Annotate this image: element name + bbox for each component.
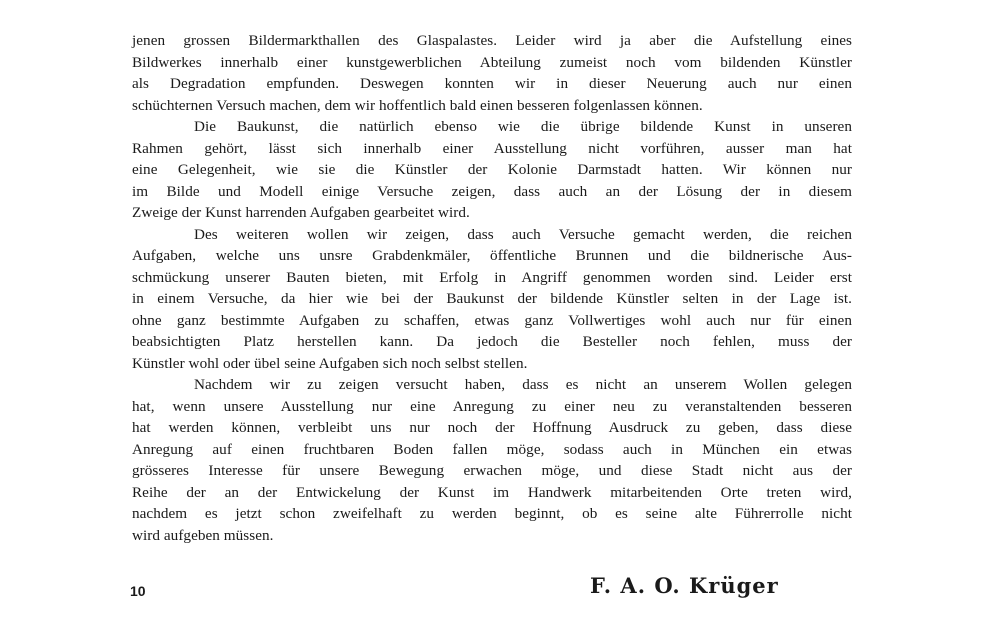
text-line: Bildwerkes innerhalb einer kunstgewerblichen Abteilung zumeist noch vom bildenden Künstler xyxy=(132,53,852,71)
text-line: als Degradation empfunden. Deswegen konnten wir in dieser Neuerung auch nur einen xyxy=(132,75,852,92)
text-line: Zweige der Kunst harrenden Aufgaben gearbeitet wird. xyxy=(132,204,470,221)
text-line: Die Baukunst, die natürlich ebenso wie die übrige bildende Kunst in unseren xyxy=(194,118,852,135)
author-signature: F. A. O. Krüger xyxy=(590,573,779,598)
text-line: in einem Versuche, da hier wie bei der Baukunst der bildende Künstler selten in der Lage ist. xyxy=(132,290,852,307)
text-line: hat werden können, verbleibt uns nur noch der Hoffnung Ausdruck zu geben, dass diese xyxy=(132,419,852,436)
body-text xyxy=(132,30,852,546)
text-line: schüchternen Versuch machen, dem wir hoffentlich bald einen besseren folgenlassen können. xyxy=(132,96,703,114)
page-number: 10 xyxy=(130,583,146,599)
text-line: hat, wenn unsere Ausstellung nur eine Anregung zu einer neu zu veranstaltenden besseren xyxy=(132,397,852,415)
text-line: beabsichtigten Platz herstellen kann. Da jedoch die Besteller noch fehlen, muss der xyxy=(132,333,852,350)
text-line: nachdem es jetzt schon zweifelhaft zu werden beginnt, ob es seine alte Führerrolle nicht xyxy=(132,505,852,522)
text-line: Des weiteren wollen wir zeigen, dass auch Versuche gemacht werden, die reichen xyxy=(194,225,852,243)
paragraph-4 xyxy=(132,374,852,546)
text-line: schmückung unserer Bauten bieten, mit Erfolg in Angriff genommen worden sind. Leider erst xyxy=(132,268,852,286)
text-line: wird aufgeben müssen. xyxy=(132,526,274,544)
text-line: ohne ganz bestimmte Aufgaben zu schaffen, etwas ganz Vollwertiges wohl auch nur für einen xyxy=(132,311,852,329)
text-line: jenen grossen Bildermarkthallen des Glaspalastes. Leider wird ja aber die Aufstellung eines xyxy=(132,32,852,49)
text-line: Nachdem wir zu zeigen versucht haben, dass es nicht an unserem Wollen gelegen xyxy=(194,376,852,393)
text-line: Rahmen gehört, lässt sich innerhalb einer Ausstellung nicht vorführen, ausser man hat xyxy=(132,139,852,157)
paragraph-2 xyxy=(132,116,852,224)
text-line: Aufgaben, welche uns unsre Grabdenkmäler, öffentliche Brunnen und die bildnerische Aus- xyxy=(132,247,852,264)
text-line: Künstler wohl oder übel seine Aufgaben sich noch selbst stellen. xyxy=(132,354,528,372)
text-line: grösseres Interesse für unsere Bewegung erwachen möge, und diese Stadt nicht aus der xyxy=(132,462,852,479)
paragraph-3 xyxy=(132,224,852,375)
text-line: eine Gelegenheit, wie sie die Künstler der Kolonie Darmstadt hatten. Wir können nur xyxy=(132,161,852,178)
text-line: Reihe der an der Entwickelung der Kunst im Handwerk mitarbeitenden Orte treten wird, xyxy=(132,483,852,501)
text-line: im Bilde und Modell einige Versuche zeigen, dass auch an der Lösung der in diesem xyxy=(132,182,852,200)
text-line: Anregung auf einen fruchtbaren Boden fallen möge, sodass auch in München ein etwas xyxy=(132,440,852,458)
paragraph-1 xyxy=(132,30,852,116)
